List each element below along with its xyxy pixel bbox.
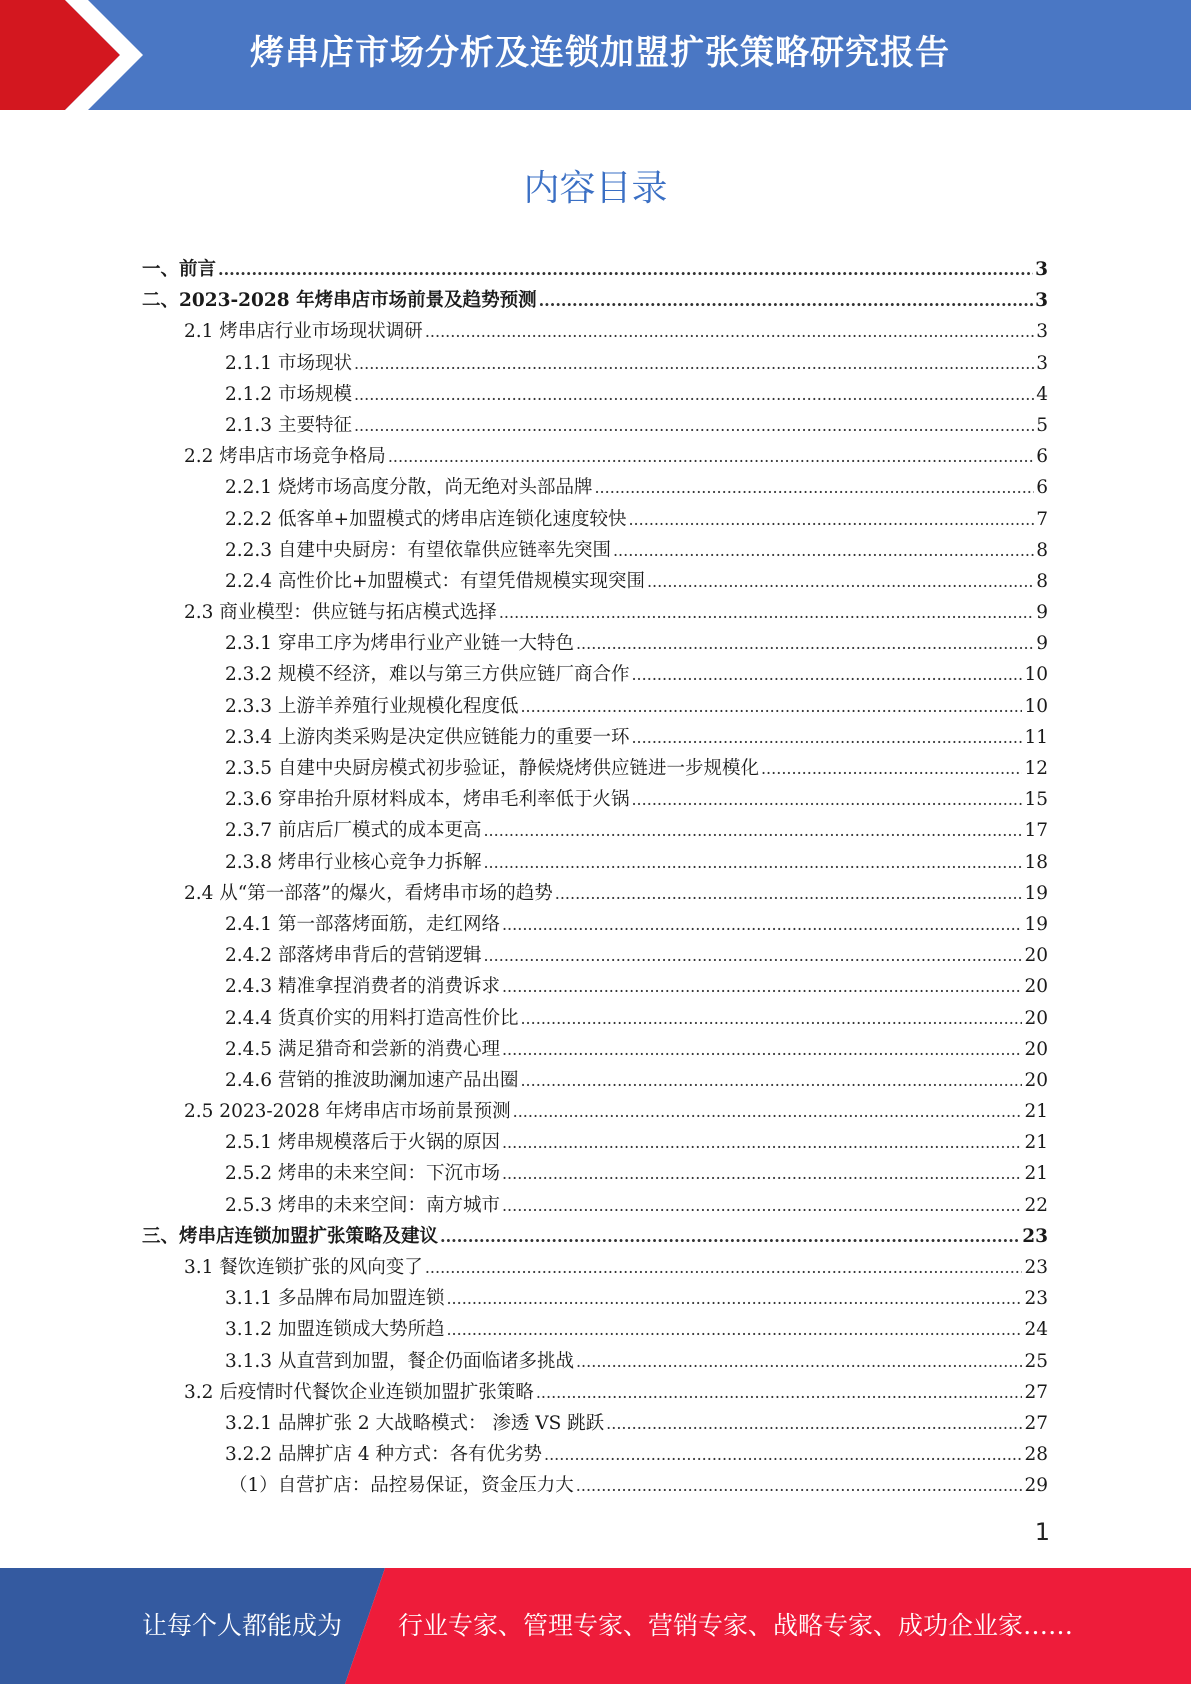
toc-entry-title: 2.3.8 烤串行业核心竞争力拆解 xyxy=(225,851,482,873)
toc-entry[interactable] xyxy=(142,597,1048,628)
toc-entry-title: 2.4.4 货真价实的用料打造高性价比 xyxy=(225,1007,519,1029)
toc-dot-leader xyxy=(613,535,1034,566)
toc-entry[interactable] xyxy=(142,1065,1048,1096)
table-of-contents xyxy=(142,254,1048,1502)
toc-entry[interactable] xyxy=(142,691,1048,722)
toc-entry-title: 2.3.5 自建中央厨房模式初步验证，静候烧烤供应链进一步规模化 xyxy=(225,758,759,779)
toc-entry-title: 三、烤串店连锁加盟扩张策略及建议 xyxy=(142,1225,439,1247)
toc-entry[interactable] xyxy=(142,410,1048,441)
toc-dot-leader xyxy=(440,1221,1020,1252)
toc-entry[interactable] xyxy=(142,348,1048,379)
toc-entry-title: 2.3 商业模型：供应链与拓店模式选择 xyxy=(184,602,497,624)
toc-entry-page: 17 xyxy=(1024,820,1048,842)
toc-entry-page: 6 xyxy=(1036,446,1048,468)
toc-entry-page: 3 xyxy=(1035,290,1048,312)
toc-entry-page: 9 xyxy=(1036,633,1048,655)
toc-entry[interactable] xyxy=(142,815,1048,846)
toc-entry[interactable] xyxy=(142,847,1048,878)
toc-entry-title: 2.2.3 自建中央厨房：有望依靠供应链率先突围 xyxy=(225,539,611,561)
toc-dot-leader xyxy=(576,1346,1022,1377)
toc-entry-page: 12 xyxy=(1024,758,1048,779)
toc-entry-page: 11 xyxy=(1024,726,1048,748)
toc-entry-page: 23 xyxy=(1022,1225,1048,1247)
toc-entry-title: 2.3.2 规模不经济，难以与第三方供应链厂商合作 xyxy=(225,664,630,686)
toc-entry[interactable] xyxy=(142,722,1048,753)
toc-entry[interactable] xyxy=(142,878,1048,909)
header-band xyxy=(0,0,1191,110)
toc-entry-title: 2.2.2 低客单+加盟模式的烤串店连锁化速度较快 xyxy=(225,508,627,530)
toc-entry[interactable] xyxy=(142,1283,1048,1314)
toc-entry[interactable] xyxy=(142,1377,1048,1408)
toc-entry-title: 2.4.6 营销的推波助澜加速产品出圈 xyxy=(225,1069,519,1091)
toc-dot-leader xyxy=(354,348,1034,379)
page-number: 1 xyxy=(1034,1518,1050,1546)
toc-entry-title: 2.5.3 烤串的未来空间：南方城市 xyxy=(225,1194,500,1216)
toc-entry[interactable] xyxy=(142,1408,1048,1439)
toc-entry[interactable] xyxy=(142,659,1048,690)
toc-entry[interactable] xyxy=(142,1034,1048,1065)
toc-entry-page: 15 xyxy=(1024,789,1048,811)
toc-dot-leader xyxy=(576,1470,1023,1501)
toc-entry[interactable] xyxy=(142,254,1048,285)
toc-entry-title: 2.4.2 部落烤串背后的营销逻辑 xyxy=(225,945,482,967)
toc-entry-page: 23 xyxy=(1024,1288,1048,1310)
toc-entry-title: 一、前言 xyxy=(142,259,217,280)
toc-entry-page: 10 xyxy=(1024,695,1048,717)
toc-entry-title: 3.1.3 从直营到加盟，餐企仍面临诸多挑战 xyxy=(225,1350,574,1372)
toc-entry-page: 6 xyxy=(1036,477,1048,499)
toc-dot-leader xyxy=(425,316,1034,347)
toc-dot-leader xyxy=(502,1158,1022,1189)
toc-dot-leader xyxy=(594,472,1034,503)
toc-entry-title: 3.2 后疫情时代餐饮企业连锁加盟扩张策略 xyxy=(184,1381,534,1403)
toc-dot-leader xyxy=(520,691,1022,722)
toc-entry-page: 3 xyxy=(1036,321,1048,343)
toc-entry-page: 27 xyxy=(1024,1412,1048,1434)
toc-entry[interactable] xyxy=(142,1158,1048,1189)
toc-entry-title: 3.2.2 品牌扩店 4 种方式：各有优劣势 xyxy=(225,1444,542,1466)
toc-entry[interactable] xyxy=(142,1470,1048,1501)
toc-entry[interactable] xyxy=(142,441,1048,472)
toc-entry-title: 二、2023-2028 年烤串店市场前景及趋势预测 xyxy=(142,290,537,312)
toc-entry[interactable] xyxy=(142,1221,1048,1252)
toc-entry-title: 2.5.1 烤串规模落后于火锅的原因 xyxy=(225,1132,500,1154)
toc-entry[interactable] xyxy=(142,1127,1048,1158)
toc-dot-leader xyxy=(513,1096,1023,1127)
toc-dot-leader xyxy=(446,1314,1022,1345)
toc-entry-page: 20 xyxy=(1024,1038,1048,1060)
toc-dot-leader xyxy=(539,285,1034,316)
toc-dot-leader xyxy=(520,1065,1022,1096)
toc-dot-leader xyxy=(502,1034,1022,1065)
toc-dot-leader xyxy=(483,815,1022,846)
toc-dot-leader xyxy=(761,753,1022,784)
toc-entry-page: 20 xyxy=(1024,1007,1048,1029)
toc-dot-leader xyxy=(502,971,1022,1002)
toc-entry[interactable] xyxy=(142,971,1048,1002)
toc-entry[interactable] xyxy=(142,784,1048,815)
toc-entry[interactable] xyxy=(142,1252,1048,1283)
toc-dot-leader xyxy=(631,722,1022,753)
toc-entry-title: 2.4 从“第一部落”的爆火，看烤串市场的趋势 xyxy=(184,882,553,904)
toc-entry[interactable] xyxy=(142,753,1048,784)
footer-slogan-left: 让每个人都能成为 xyxy=(142,1611,343,1640)
toc-entry-page: 22 xyxy=(1024,1194,1048,1216)
toc-dot-leader xyxy=(544,1439,1022,1470)
toc-dot-leader xyxy=(606,1408,1022,1439)
report-title: 烤串店市场分析及连锁加盟扩张策略研究报告 xyxy=(250,33,950,73)
toc-entry-page: 3 xyxy=(1035,259,1048,280)
toc-entry-page: 23 xyxy=(1024,1257,1048,1278)
toc-entry[interactable] xyxy=(142,566,1048,597)
toc-entry-title: 3.1 餐饮连锁扩张的风向变了 xyxy=(184,1257,423,1278)
toc-entry-page: 8 xyxy=(1036,570,1048,592)
toc-dot-leader xyxy=(631,659,1022,690)
toc-entry[interactable] xyxy=(142,940,1048,971)
toc-entry-title: 2.3.7 前店后厂模式的成本更高 xyxy=(225,820,482,842)
toc-entry-page: 4 xyxy=(1036,383,1048,405)
toc-entry[interactable] xyxy=(142,535,1048,566)
toc-entry-title: 2.3.4 上游肉类采购是决定供应链能力的重要一环 xyxy=(225,726,630,748)
toc-entry[interactable] xyxy=(142,1314,1048,1345)
toc-entry-page: 27 xyxy=(1024,1381,1048,1403)
toc-entry-page: 20 xyxy=(1024,1069,1048,1091)
footer-slogan-right: 行业专家、管理专家、营销专家、战略专家、成功企业家…… xyxy=(398,1611,1074,1640)
toc-entry[interactable] xyxy=(142,285,1048,316)
toc-dot-leader xyxy=(502,909,1022,940)
toc-entry[interactable] xyxy=(142,628,1048,659)
toc-entry[interactable] xyxy=(142,1190,1048,1221)
toc-entry-page: 19 xyxy=(1024,913,1048,935)
toc-entry-title: 3.1.1 多品牌布局加盟连锁 xyxy=(225,1288,445,1310)
toc-entry[interactable] xyxy=(142,472,1048,503)
toc-entry-page: 21 xyxy=(1024,1132,1048,1154)
toc-entry-page: 29 xyxy=(1024,1475,1048,1497)
toc-entry[interactable] xyxy=(142,1439,1048,1470)
toc-entry-page: 5 xyxy=(1036,414,1048,436)
toc-entry-page: 3 xyxy=(1036,352,1048,374)
toc-entry-page: 20 xyxy=(1024,976,1048,998)
toc-dot-leader xyxy=(425,1252,1023,1283)
toc-entry-title: 2.5.2 烤串的未来空间：下沉市场 xyxy=(225,1163,500,1185)
toc-entry-title: 2.2.1 烧烤市场高度分散，尚无绝对头部品牌 xyxy=(225,477,593,499)
toc-entry-page: 21 xyxy=(1024,1163,1048,1185)
toc-dot-leader xyxy=(555,878,1023,909)
toc-entry-page: 20 xyxy=(1024,945,1048,967)
toc-entry-page: 10 xyxy=(1024,664,1048,686)
toc-entry-page: 24 xyxy=(1024,1319,1048,1341)
toc-entry-title: 2.3.1 穿串工序为烤串行业产业链一大特色 xyxy=(225,633,574,655)
toc-entry-title: 2.4.5 满足猎奇和尝新的消费心理 xyxy=(225,1038,500,1060)
toc-entry[interactable] xyxy=(142,316,1048,347)
toc-entry[interactable] xyxy=(142,504,1048,535)
footer-band xyxy=(0,1568,1191,1684)
toc-entry-title: 2.3.6 穿串抬升原材料成本，烤串毛利率低于火锅 xyxy=(225,789,630,811)
toc-dot-leader xyxy=(218,254,1033,285)
toc-entry-title: 2.1.2 市场规模 xyxy=(225,383,352,405)
toc-entry-title: （1）自营扩店：品控易保证，资金压力大 xyxy=(229,1475,574,1497)
toc-dot-leader xyxy=(499,597,1034,628)
toc-entry-page: 9 xyxy=(1036,602,1048,624)
toc-dot-leader xyxy=(502,1127,1022,1158)
toc-dot-leader xyxy=(388,441,1034,472)
toc-entry-title: 2.3.3 上游羊养殖行业规模化程度低 xyxy=(225,695,519,717)
toc-dot-leader xyxy=(576,628,1034,659)
toc-entry-title: 2.1.3 主要特征 xyxy=(225,414,352,436)
toc-dot-leader xyxy=(354,410,1034,441)
toc-entry-page: 28 xyxy=(1024,1444,1048,1466)
toc-entry-page: 8 xyxy=(1036,539,1048,561)
toc-entry-page: 21 xyxy=(1024,1101,1048,1123)
toc-entry-title: 3.1.2 加盟连锁成大势所趋 xyxy=(225,1319,445,1341)
toc-entry-title: 2.5 2023-2028 年烤串店市场前景预测 xyxy=(184,1101,511,1123)
toc-entry-title: 2.2.4 高性价比+加盟模式：有望凭借规模实现突围 xyxy=(225,570,645,592)
toc-entry-page: 25 xyxy=(1024,1350,1048,1372)
toc-dot-leader xyxy=(483,940,1022,971)
toc-heading: 内容目录 xyxy=(523,168,668,209)
toc-dot-leader xyxy=(536,1377,1023,1408)
toc-entry-title: 3.2.1 品牌扩张 2 大战略模式： 渗透 VS 跳跃 xyxy=(225,1412,605,1434)
toc-entry-title: 2.1 烤串店行业市场现状调研 xyxy=(184,321,423,343)
toc-entry-title: 2.1.1 市场现状 xyxy=(225,352,352,374)
toc-entry-title: 2.4.3 精准拿捏消费者的消费诉求 xyxy=(225,976,500,998)
toc-dot-leader xyxy=(628,504,1034,535)
toc-entry-title: 2.4.1 第一部落烤面筋，走红网络 xyxy=(225,913,500,935)
toc-entry[interactable] xyxy=(142,1003,1048,1034)
toc-entry-page: 18 xyxy=(1024,851,1048,873)
toc-dot-leader xyxy=(520,1003,1022,1034)
toc-entry[interactable] xyxy=(142,1346,1048,1377)
toc-dot-leader xyxy=(483,847,1022,878)
toc-entry-page: 7 xyxy=(1036,508,1048,530)
toc-dot-leader xyxy=(502,1190,1022,1221)
toc-entry[interactable] xyxy=(142,1096,1048,1127)
toc-dot-leader xyxy=(446,1283,1022,1314)
toc-dot-leader xyxy=(354,379,1034,410)
toc-entry-title: 2.2 烤串店市场竞争格局 xyxy=(184,446,386,468)
toc-entry[interactable] xyxy=(142,379,1048,410)
toc-entry-page: 19 xyxy=(1024,882,1048,904)
toc-dot-leader xyxy=(631,784,1022,815)
toc-entry[interactable] xyxy=(142,909,1048,940)
toc-dot-leader xyxy=(647,566,1034,597)
